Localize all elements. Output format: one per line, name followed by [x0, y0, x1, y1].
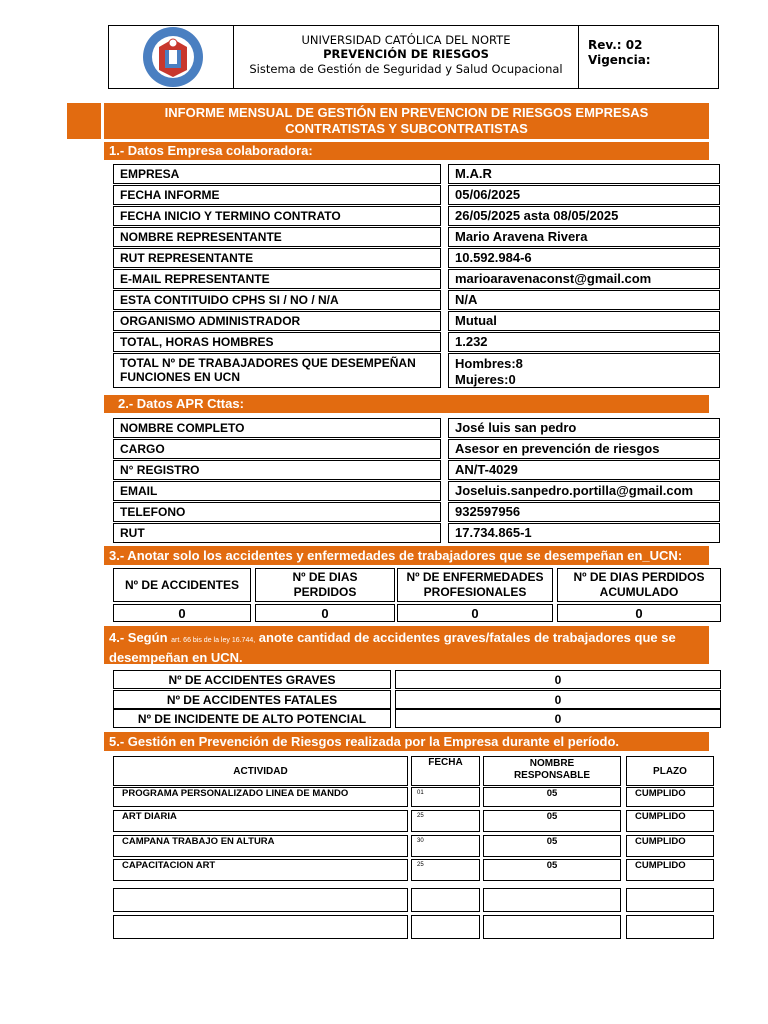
responsible-header-line1: NOMBRE: [529, 758, 575, 769]
activity-cell: CAMPANA TRABAJO EN ALTURA: [113, 835, 408, 857]
report-title-line2: CONTRATISTAS Y SUBCONTRATISTAS: [285, 121, 528, 136]
apr-value: 17.734.865-1: [448, 523, 720, 543]
section2-title: 2.- Datos APR Cttas:: [104, 395, 709, 413]
report-title-line1: INFORME MENSUAL DE GESTIÓN EN PREVENCION DE RIESGOS EMPRESAS: [164, 105, 649, 120]
apr-value: Asesor en prevención de riesgos: [448, 439, 720, 459]
department-name: PREVENCIÓN DE RIESGOS: [323, 47, 489, 61]
date-cell: 25: [411, 810, 480, 832]
accidents-value: 0: [557, 604, 721, 622]
apr-value: AN/T-4029: [448, 460, 720, 480]
deadline-cell: CUMPLIDO: [626, 835, 714, 857]
workers-value: [448, 353, 720, 388]
field-value: 1.232: [448, 332, 720, 352]
deadline-cell: CUMPLIDO: [626, 859, 714, 881]
accidents-header: [557, 568, 721, 602]
date-cell: 01: [411, 787, 480, 807]
accidents-header-line: Nº DE DIAS: [292, 570, 358, 584]
field-label: NOMBRE REPRESENTANTE: [113, 227, 441, 247]
serious-accidents-value: 0: [395, 709, 721, 728]
deadline-cell: [626, 915, 714, 939]
field-label: TOTAL, HORAS HOMBRES: [113, 332, 441, 352]
date-cell: [411, 888, 480, 912]
accidents-header: [255, 568, 395, 602]
responsible-header-line2: RESPONSABLE: [513, 770, 591, 781]
section4-title-line2: desempeñan en UCN.: [109, 650, 243, 665]
field-label: ORGANISMO ADMINISTRADOR: [113, 311, 441, 331]
activity-cell: [113, 888, 408, 912]
deadline-cell: CUMPLIDO: [626, 787, 714, 807]
responsible-header: [483, 756, 621, 786]
activity-header: ACTIVIDAD: [113, 756, 408, 786]
apr-value: José luis san pedro: [448, 418, 720, 438]
apr-value: 932597956: [448, 502, 720, 522]
section1-title: 1.- Datos Empresa colaboradora:: [104, 142, 709, 160]
serious-accidents-label: Nº DE INCIDENTE DE ALTO POTENCIAL: [113, 709, 391, 728]
workers-label: [113, 353, 441, 388]
date-header: FECHA: [411, 756, 480, 786]
workers-label-line2: FUNCIONES EN UCN: [120, 370, 241, 384]
university-name: UNIVERSIDAD CATÓLICA DEL NORTE: [301, 33, 511, 47]
report-title: [104, 103, 709, 139]
accidents-header-line: PERDIDOS: [293, 585, 357, 599]
validity-label: Vigencia:: [588, 53, 651, 67]
accidents-header: [113, 568, 251, 602]
system-name: Sistema de Gestión de Seguridad y Salud Ocupacional: [249, 62, 563, 76]
section4-title-b: anote cantidad de accidentes graves/fatales de trabajadores que se: [255, 630, 676, 645]
activity-cell: CAPACITACION ART: [113, 859, 408, 881]
serious-accidents-value: 0: [395, 670, 721, 689]
field-value: 26/05/2025 asta 08/05/2025: [448, 206, 720, 226]
apr-label: RUT: [113, 523, 441, 543]
accidents-value: 0: [113, 604, 251, 622]
workers-men: Hombres:8: [455, 356, 523, 371]
orange-left-tab: [67, 103, 101, 139]
date-cell: 25: [411, 859, 480, 881]
apr-label: NOMBRE COMPLETO: [113, 418, 441, 438]
field-label: FECHA INFORME: [113, 185, 441, 205]
section4-title-a: 4.- Según: [109, 630, 172, 645]
field-value: Mutual: [448, 311, 720, 331]
responsible-cell: [483, 888, 621, 912]
date-cell: [411, 915, 480, 939]
field-value: Mario Aravena Rivera: [448, 227, 720, 247]
university-logo: [138, 26, 208, 88]
accidents-header-line: PROFESIONALES: [423, 585, 527, 599]
apr-value: Joseluis.sanpedro.portilla@gmail.com: [448, 481, 720, 501]
field-label: RUT REPRESENTANTE: [113, 248, 441, 268]
field-value: M.A.R: [448, 164, 720, 184]
activity-cell: [113, 915, 408, 939]
apr-label: N° REGISTRO: [113, 460, 441, 480]
apr-label: EMAIL: [113, 481, 441, 501]
section3-title: 3.- Anotar solo los accidentes y enfermedades de trabajadores que se desempeñan en_UCN:: [104, 546, 709, 565]
workers-women: Mujeres:0: [455, 372, 516, 387]
accidents-header-line: Nº DE DIAS PERDIDOS: [573, 570, 705, 584]
activity-cell: PROGRAMA PERSONALIZADO LINEA DE MANDO: [113, 787, 408, 807]
field-value: marioaravenaconst@gmail.com: [448, 269, 720, 289]
responsible-cell: 05: [483, 835, 621, 857]
accidents-value: 0: [255, 604, 395, 622]
field-label: EMPRESA: [113, 164, 441, 184]
field-label: FECHA INICIO Y TERMINO CONTRATO: [113, 206, 441, 226]
serious-accidents-label: Nº DE ACCIDENTES GRAVES: [113, 670, 391, 689]
accidents-value: 0: [397, 604, 553, 622]
activity-cell: ART DIARIA: [113, 810, 408, 832]
revision-label: Rev.: 02: [588, 38, 643, 52]
responsible-cell: 05: [483, 810, 621, 832]
field-value: N/A: [448, 290, 720, 310]
field-value: 05/06/2025: [448, 185, 720, 205]
workers-label-line1: TOTAL Nº DE TRABAJADORES QUE DESEMPEÑAN: [120, 356, 416, 370]
header-divider-right: [578, 25, 579, 89]
deadline-header: PLAZO: [626, 756, 714, 786]
serious-accidents-label: Nº DE ACCIDENTES FATALES: [113, 690, 391, 709]
deadline-cell: CUMPLIDO: [626, 810, 714, 832]
accidents-header: [397, 568, 553, 602]
responsible-cell: 05: [483, 859, 621, 881]
accidents-header-line: ACUMULADO: [599, 585, 679, 599]
serious-accidents-value: 0: [395, 690, 721, 709]
responsible-cell: [483, 915, 621, 939]
field-value: 10.592.984-6: [448, 248, 720, 268]
date-cell: 30: [411, 835, 480, 857]
section4-title-law: art. 66 bis de la ley 16.744,: [171, 637, 256, 644]
field-label: ESTA CONTITUIDO CPHS SI / NO / N/A: [113, 290, 441, 310]
apr-label: TELEFONO: [113, 502, 441, 522]
accidents-header-line: Nº DE ACCIDENTES: [125, 577, 239, 592]
deadline-cell: [626, 888, 714, 912]
apr-label: CARGO: [113, 439, 441, 459]
responsible-cell: 05: [483, 787, 621, 807]
section5-title: 5.- Gestión en Prevención de Riesgos realizada por la Empresa durante el período.: [104, 732, 709, 751]
section4-title: [104, 626, 709, 664]
accidents-header-line: Nº DE ENFERMEDADES: [406, 570, 544, 584]
field-label: E-MAIL REPRESENTANTE: [113, 269, 441, 289]
